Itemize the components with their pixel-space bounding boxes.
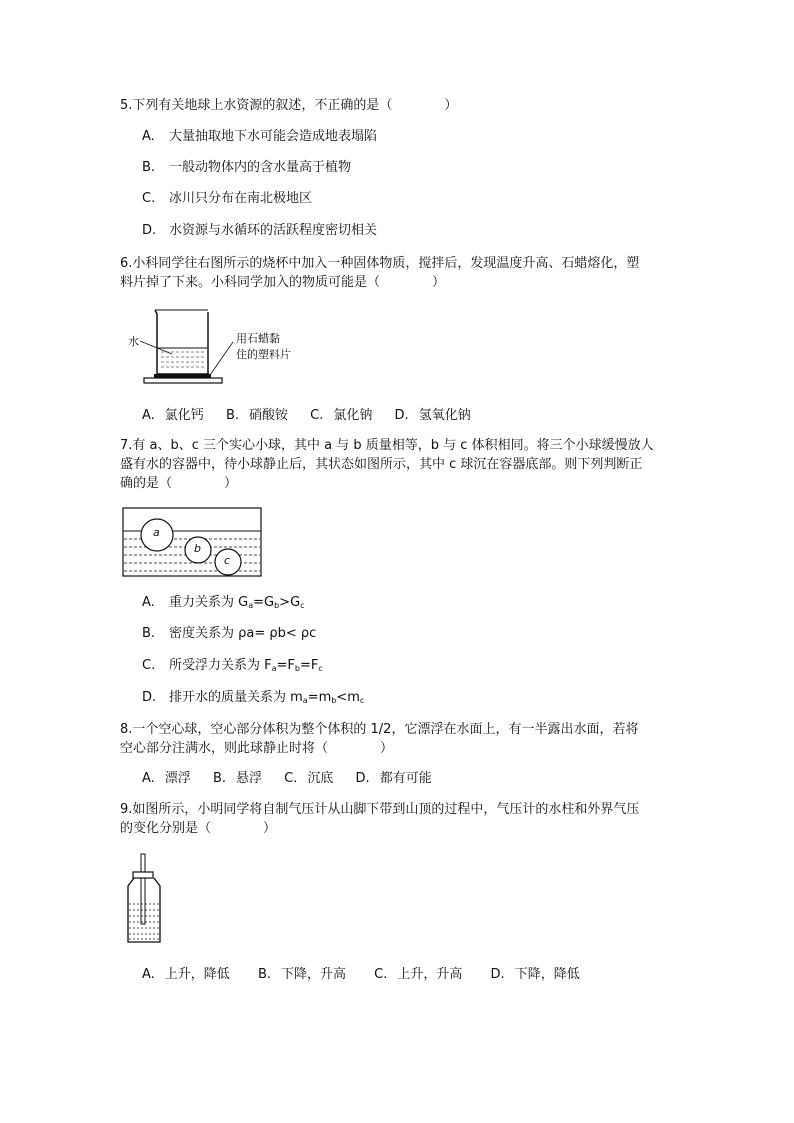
option-text: 大量抽取地下水可能会造成地表塌陷 bbox=[169, 129, 378, 144]
stem-line: 6.小科同学往右图所示的烧杯中加入一种固体物质，搅拌后，发现温度升高、石蜡熔化，塑 bbox=[120, 256, 640, 271]
option-text: 水资源与水循环的活跃程度密切相关 bbox=[169, 223, 378, 238]
option-label: B. bbox=[257, 967, 272, 982]
subscript: a bbox=[302, 696, 308, 705]
stem-line: 空心部分注满水，则此球静止时将（ ） bbox=[120, 741, 394, 756]
barometer-figure bbox=[124, 852, 164, 946]
text-part: =G bbox=[253, 595, 275, 610]
q8-option-b[interactable] bbox=[213, 770, 262, 788]
q7-option-a[interactable] bbox=[142, 594, 305, 615]
stem-line: 盛有水的容器中，待小球静止后，其状态如图所示，其中 c 球沉在容器底部。则下列判断正 bbox=[120, 457, 643, 472]
q6-option-c[interactable] bbox=[310, 407, 372, 425]
option-label: C. bbox=[142, 658, 156, 673]
subscript: c bbox=[359, 696, 365, 705]
q6-option-d[interactable] bbox=[395, 407, 471, 425]
stem-line: 确的是（ ） bbox=[120, 476, 238, 491]
q9-option-c[interactable] bbox=[374, 966, 462, 984]
subscript: b bbox=[331, 696, 337, 705]
option-text: 上升，降低 bbox=[164, 967, 230, 982]
plate-label-line2: 住的塑料片 bbox=[236, 348, 291, 361]
q7-option-d[interactable] bbox=[142, 689, 364, 710]
q9-option-d[interactable] bbox=[491, 966, 580, 984]
text-part: =F bbox=[276, 658, 295, 673]
text-part: =m bbox=[307, 690, 332, 705]
option-label: A. bbox=[142, 595, 155, 610]
option-text: 密度关系为 ρa= ρb< ρc bbox=[169, 626, 317, 641]
question-5-stem: 5.下列有关地球上水资源的叙述，不正确的是（ ） bbox=[120, 98, 458, 113]
option-text: 沉底 bbox=[307, 771, 334, 786]
question-8-stem bbox=[120, 720, 680, 758]
option-label: A. bbox=[142, 771, 155, 786]
q7-option-c[interactable] bbox=[142, 657, 323, 678]
option-label: B. bbox=[225, 408, 240, 423]
q6-options bbox=[142, 407, 489, 425]
option-text: 下降，降低 bbox=[514, 967, 580, 982]
option-text bbox=[169, 690, 364, 705]
subscript: a bbox=[271, 664, 277, 673]
ball-a-label: a bbox=[153, 526, 160, 539]
q9-option-a[interactable] bbox=[142, 966, 230, 984]
q8-option-d[interactable] bbox=[356, 770, 432, 788]
option-label: C. bbox=[374, 967, 388, 982]
option-text: 氢氧化钠 bbox=[418, 408, 471, 423]
question-6-stem bbox=[120, 254, 680, 292]
option-text: 氯化钠 bbox=[333, 408, 373, 423]
q7-option-b[interactable] bbox=[142, 625, 316, 643]
q6-option-a[interactable] bbox=[142, 407, 204, 425]
stem-line: 9.如图所示，小明同学将自制气压计从山脚下带到山顶的过程中，气压计的水柱和外界气压 bbox=[120, 802, 640, 817]
option-label: A. bbox=[142, 129, 155, 144]
q8-option-a[interactable] bbox=[142, 770, 191, 788]
text-part: >G bbox=[279, 595, 301, 610]
subscript: a bbox=[248, 601, 254, 610]
balls-figure bbox=[122, 507, 264, 579]
stem-line: 7.有 a、b、c 三个实心小球，其中 a 与 b 质量相等，b 与 c 体积相同。将三个小球缓慢放人 bbox=[120, 438, 654, 453]
q5-option-d[interactable] bbox=[142, 222, 377, 240]
option-text: 氯化钙 bbox=[164, 408, 204, 423]
option-label: C. bbox=[284, 771, 298, 786]
option-text: 上升，升高 bbox=[397, 967, 463, 982]
option-text: 都有可能 bbox=[379, 771, 432, 786]
option-label: A. bbox=[142, 408, 155, 423]
option-label: B. bbox=[142, 160, 156, 175]
ball-c-label: c bbox=[224, 554, 231, 567]
option-label: D. bbox=[142, 690, 157, 705]
option-text: 悬浮 bbox=[236, 771, 263, 786]
option-label: C. bbox=[142, 191, 156, 206]
subscript: b bbox=[274, 601, 280, 610]
option-text: 硝酸铵 bbox=[249, 408, 289, 423]
stem-line: 料片掉了下来。小科同学加入的物质可能是（ ） bbox=[120, 275, 446, 290]
subscript: c bbox=[300, 601, 305, 610]
option-text: 漂浮 bbox=[164, 771, 191, 786]
beaker-diagram bbox=[128, 302, 328, 392]
text-part: 排开水的质量关系为 m bbox=[169, 690, 303, 705]
q5-option-a[interactable] bbox=[142, 128, 377, 146]
option-label: C. bbox=[310, 408, 324, 423]
option-label: D. bbox=[394, 408, 409, 423]
balls-diagram bbox=[122, 507, 264, 579]
water-label: 水 bbox=[128, 335, 139, 348]
option-label: B. bbox=[142, 626, 156, 641]
text-part: 所受浮力关系为 F bbox=[169, 658, 272, 673]
option-text: 一般动物体内的含水量高于植物 bbox=[169, 160, 352, 175]
q8-options bbox=[142, 770, 450, 788]
subscript: b bbox=[294, 664, 300, 673]
option-text: 冰川只分布在南北极地区 bbox=[169, 191, 313, 206]
option-text: 下降，升高 bbox=[281, 967, 347, 982]
q6-option-b[interactable] bbox=[226, 407, 288, 425]
option-label: B. bbox=[212, 771, 227, 786]
question-7-stem bbox=[120, 436, 680, 493]
option-label: D. bbox=[355, 771, 370, 786]
text-part: 重力关系为 G bbox=[169, 595, 249, 610]
option-text bbox=[169, 595, 305, 610]
q9-option-b[interactable] bbox=[258, 966, 346, 984]
q9-options bbox=[142, 966, 598, 984]
q5-option-b[interactable] bbox=[142, 159, 351, 177]
ball-b-label: b bbox=[194, 542, 201, 555]
beaker-figure bbox=[128, 302, 328, 392]
option-label: A. bbox=[142, 967, 155, 982]
option-text bbox=[169, 658, 323, 673]
text-part: =F bbox=[299, 658, 319, 673]
stem-line: 8.一个空心球，空心部分体积为整个体积的 1/2，它漂浮在水面上，有一半露出水面，若将 bbox=[120, 722, 639, 737]
option-label: D. bbox=[142, 223, 157, 238]
stem-line: 的变化分别是（ ） bbox=[120, 821, 277, 836]
q5-option-c[interactable] bbox=[142, 190, 312, 208]
option-label: D. bbox=[490, 967, 505, 982]
subscript: c bbox=[318, 664, 323, 673]
plate-label-line1: 用石蜡黏 bbox=[236, 332, 280, 345]
question-9-stem bbox=[120, 800, 680, 838]
text-part: <m bbox=[336, 690, 360, 705]
q8-option-c[interactable] bbox=[284, 770, 333, 788]
barometer-diagram bbox=[124, 852, 164, 946]
